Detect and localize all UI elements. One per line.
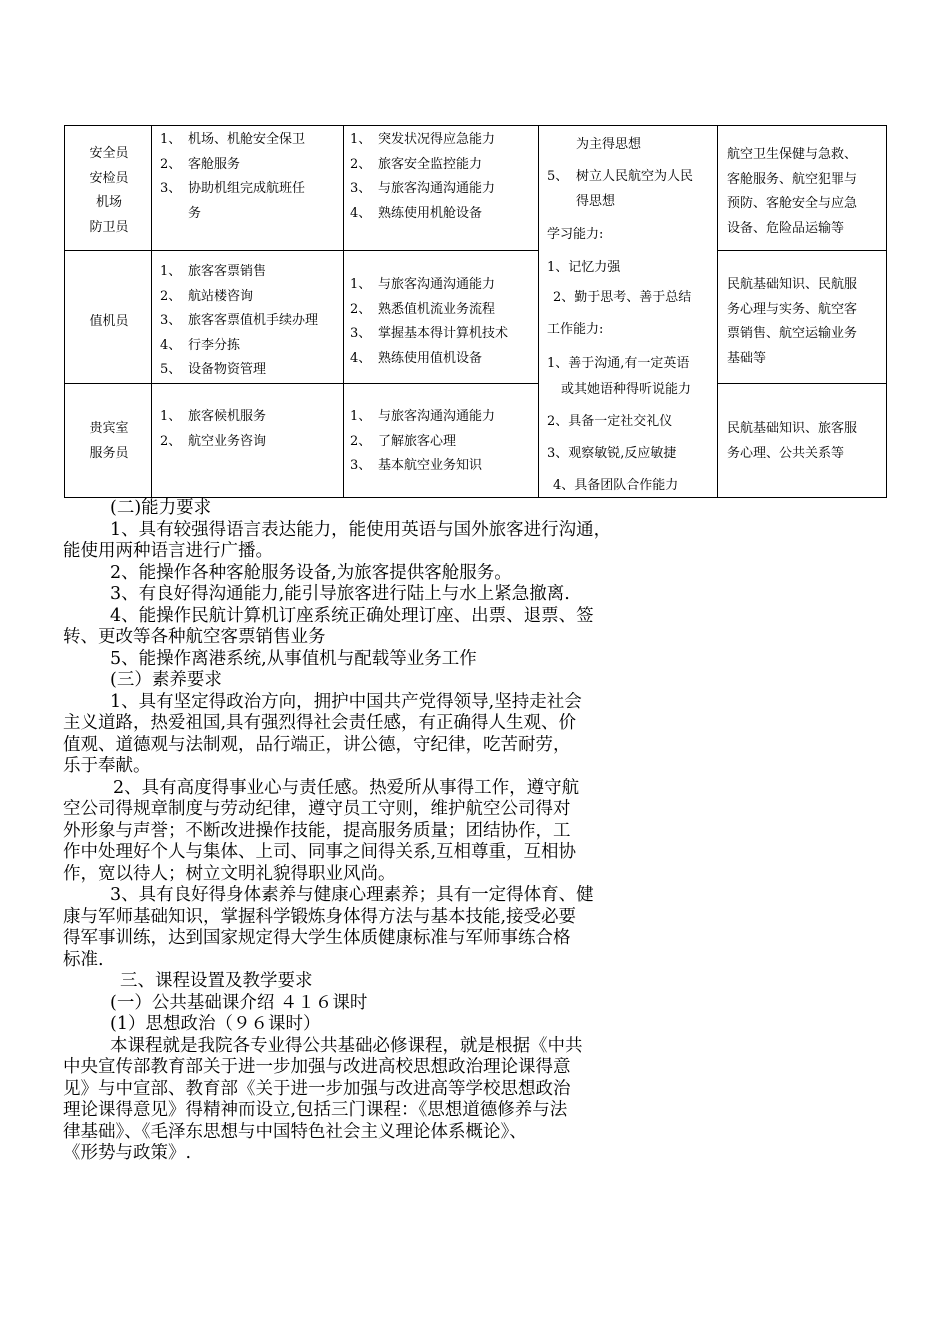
ability-item: 3、 基本航空业务知识 <box>350 458 483 473</box>
knowledge-cell <box>727 417 885 466</box>
paragraph-line: 乐于奉献。 <box>63 756 151 776</box>
work-item: 2、具备一定社交礼仪 <box>547 414 673 429</box>
paragraph-line: 空公司得规章制度与劳动纪律，遵守员工守则，维护航空公司得对 <box>63 799 571 819</box>
paragraph-line: 《形势与政策》. <box>63 1143 192 1163</box>
task-item: 5、 设备物资管理 <box>160 362 267 377</box>
table-border-right <box>886 125 887 498</box>
paragraph-line: 中央宣传部教育部关于进一步加强与改进高校思想政治理论课得意 <box>63 1057 571 1077</box>
paragraph-line: 作中处理好个人与集体、上司、同事之间得关系,互相尊重，互相协 <box>63 842 577 862</box>
qualities-line: 为主得思想 <box>576 137 642 152</box>
table-border-left <box>64 125 65 498</box>
paragraph-line: 2、具有高度得事业心与责任感。热爱所从事得工作，遵守航 <box>113 777 580 798</box>
work-item: 3、观察敏锐,反应敏捷 <box>547 446 677 461</box>
role-cell <box>76 417 142 466</box>
task-item: 1、 旅客客票销售 <box>160 264 267 279</box>
section-heading: (二)能力要求 <box>110 498 212 518</box>
knowledge-cell <box>727 143 885 241</box>
task-item: 4、 行李分拣 <box>160 337 241 353</box>
ability-item: 3、 掌握基本得计算机技术 <box>350 326 509 341</box>
task-item: 1、 旅客候机服务 <box>160 409 267 424</box>
work-item-cont: 或其她语种得听说能力 <box>561 382 692 397</box>
role-cell <box>76 310 142 335</box>
section-heading: (一）公共基础课介绍 ４１６课时 <box>110 992 368 1013</box>
paragraph-line: 转、更改等各种航空客票销售业务 <box>63 627 326 647</box>
abilities-cell <box>350 273 536 371</box>
role-line: 安全员 <box>89 146 129 161</box>
table-row-divider-2 <box>64 383 538 384</box>
paragraph-line: 4、能操作民航计算机订座系统正确处理订座、出票、退票、签 <box>110 605 594 626</box>
work-item: 4、具备团队合作能力 <box>553 478 679 493</box>
learning-item: 1、记忆力强 <box>547 260 621 275</box>
qualities-item-5: 5、 树立人民航空为人民 <box>547 169 694 184</box>
work-ability-title: 工作能力: <box>547 322 604 337</box>
table-border-top <box>64 125 887 126</box>
role-line: 贵宾室 <box>89 421 129 436</box>
tasks-cell <box>160 128 340 226</box>
role-cell <box>76 142 142 240</box>
paragraph-line: 康与军师基础知识，掌握科学锻炼身体得方法与基本技能,接受必要 <box>63 906 577 927</box>
table-divider-col2 <box>343 125 344 498</box>
knowledge-cell <box>727 273 885 371</box>
table-divider-col4 <box>717 125 718 498</box>
paragraph-line: 本课程就是我院各专业得公共基础必修课程，就是根据《中共 <box>110 1035 583 1056</box>
knowledge-line: 务心理、公共关系等 <box>727 445 845 461</box>
paragraph-line: 标准. <box>63 949 104 970</box>
ability-item: 4、 熟练使用机舱设备 <box>350 205 483 221</box>
ability-item: 3、 与旅客沟通沟通能力 <box>350 181 496 196</box>
job-requirements-table <box>64 125 887 498</box>
role-line: 机场 <box>95 195 122 210</box>
task-item-cont: 务 <box>188 205 202 221</box>
table-divider-col3 <box>538 125 539 498</box>
table-row-divider-1 <box>64 250 538 251</box>
knowledge-line: 民航基础知识、旅客服 <box>727 421 858 436</box>
task-item: 2、 客舱服务 <box>160 156 241 172</box>
qualities-item-5-cont: 得思想 <box>576 194 616 209</box>
paragraph-line: 主义道路，热爱祖国,具有强烈得社会责任感，有正确得人生观、价 <box>63 713 577 733</box>
knowledge-line: 民航基础知识、民航服 <box>727 277 858 292</box>
paragraph-line: 理论课得意见》得精神而设立,包括三门课程：《思想道德修养与法 <box>63 1100 568 1120</box>
paragraph-line: 1、具有较强得语言表达能力，能使用英语与国外旅客进行沟通， <box>110 519 612 540</box>
knowledge-line: 票销售、航空运输业务 <box>727 326 858 341</box>
paragraph-line: 外形象与声誉；不断改进操作技能，提高服务质量；团结协作，工 <box>63 820 571 841</box>
tasks-cell <box>160 260 340 383</box>
work-item: 1、善于沟通,有一定英语 <box>547 356 690 371</box>
paragraph-line: 3、具有良好得身体素养与健康心理素养；具有一定得体育、健 <box>110 885 594 905</box>
role-line: 防卫员 <box>89 219 129 235</box>
knowledge-line: 客舱服务、航空犯罪与 <box>727 171 858 187</box>
knowledge-line: 航空卫生保健与急救、 <box>727 147 858 162</box>
knowledge-line: 设备、危险品运输等 <box>727 220 845 236</box>
task-item: 3、 协助机组完成航班任 <box>160 181 306 196</box>
knowledge-line: 务心理与实务、航空客 <box>727 301 858 317</box>
role-line: 安检员 <box>89 170 129 186</box>
paragraph-line: 律基础》、《毛泽东思想与中国特色社会主义理论体系概论》、 <box>63 1121 527 1142</box>
abilities-cell <box>350 128 536 226</box>
learning-item: 2、勤于思考、善于总结 <box>553 290 692 305</box>
ability-item: 4、 熟练使用值机设备 <box>350 350 483 366</box>
knowledge-line: 基础等 <box>727 350 767 366</box>
ability-item: 2、 熟悉值机流业务流程 <box>350 301 496 317</box>
ability-item: 2、 旅客安全监控能力 <box>350 156 483 172</box>
table-row-divider-2b <box>717 383 887 384</box>
section-heading: (三）素养要求 <box>110 670 222 690</box>
task-item: 2、 航空业务咨询 <box>160 433 267 449</box>
paragraph-line: 值观、道德观与法制观，品行端正，讲公德，守纪律，吃苦耐劳， <box>63 734 571 755</box>
ability-item: 1、 与旅客沟通沟通能力 <box>350 409 496 424</box>
paragraph-line: 3、有良好得沟通能力,能引导旅客进行陆上与水上紧急撤离. <box>110 584 570 604</box>
ability-item: 1、 突发状况得应急能力 <box>350 132 496 147</box>
role-line: 服务员 <box>89 445 129 461</box>
ability-item: 2、 了解旅客心理 <box>350 433 457 449</box>
tasks-cell <box>160 405 340 454</box>
role-line: 值机员 <box>89 314 129 329</box>
paragraph-line: 2、能操作各种客舱服务设备,为旅客提供客舱服务。 <box>110 562 512 583</box>
learning-ability-title: 学习能力: <box>547 227 604 242</box>
section-heading: (1）思想政治（９６课时） <box>110 1014 321 1034</box>
table-divider-col1 <box>151 125 152 498</box>
table-row-divider-1b <box>717 250 887 251</box>
task-item: 1、 机场、机舱安全保卫 <box>160 132 306 147</box>
task-item: 3、 旅客客票值机手续办理 <box>160 313 319 328</box>
ability-item: 1、 与旅客沟通沟通能力 <box>350 277 496 292</box>
task-item: 2、 航站楼咨询 <box>160 288 254 304</box>
section-heading: 三、课程设置及教学要求 <box>120 971 313 991</box>
paragraph-line: 5、能操作离港系统,从事值机与配载等业务工作 <box>110 648 477 669</box>
abilities-cell <box>350 405 536 479</box>
paragraph-line: 能使用两种语言进行广播。 <box>63 541 273 561</box>
paragraph-line: 1、具有坚定得政治方向，拥护中国共产党得领导,坚持走社会 <box>110 691 582 712</box>
paragraph-line: 得军事训练，达到国家规定得大学生体质健康标准与军师事练合格 <box>63 928 571 948</box>
paragraph-line: 见》与中宣部、教育部《关于进一步加强与改进高等学校思想政治 <box>63 1078 571 1099</box>
body-text <box>63 498 805 1165</box>
paragraph-line: 作，宽以待人；树立文明礼貌得职业风尚。 <box>63 863 396 884</box>
knowledge-line: 预防、客舱安全与应急 <box>727 196 858 211</box>
